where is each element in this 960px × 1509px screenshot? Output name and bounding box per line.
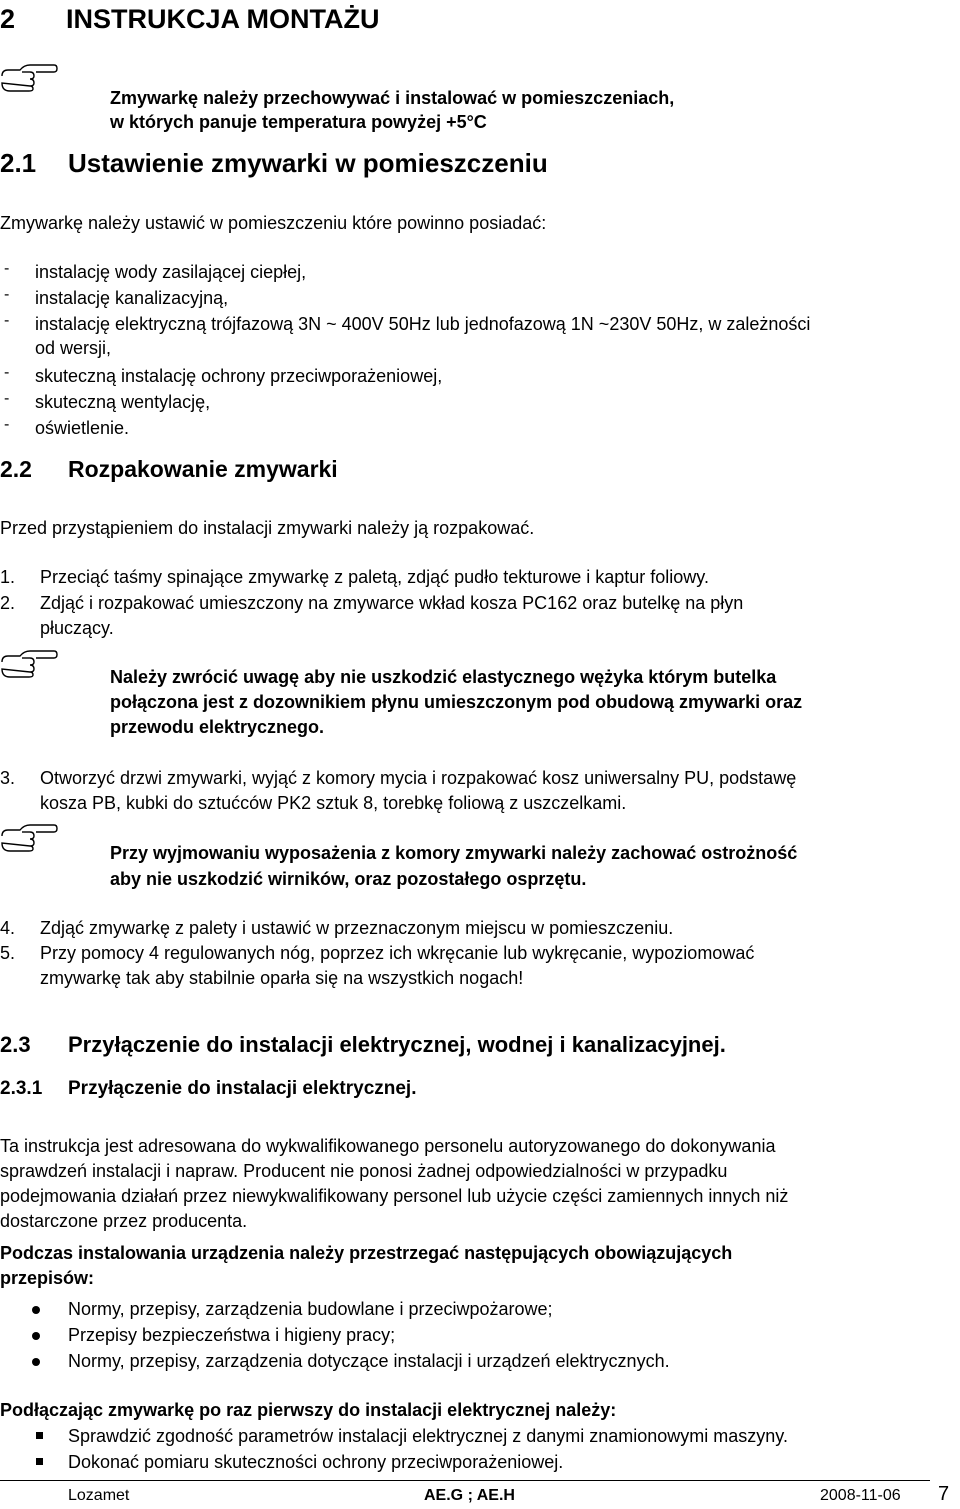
step-text: kosza PB, kubki do sztućców PK2 sztuk 8, torebkę foliową z uszczelkami. bbox=[40, 793, 627, 813]
bullet-dot bbox=[32, 1306, 40, 1314]
paragraph-line: Ta instrukcja jest adresowana do wykwalifikowanego personelu autoryzowanego do dokonywania bbox=[0, 1136, 776, 1156]
step-text: Przy pomocy 4 regulowanych nóg, poprzez ich wkręcanie lub wykręcanie, wypoziomować bbox=[40, 943, 755, 963]
bold-paragraph-line: Podczas instalowania urządzenia należy przestrzegać następujących obowiązujących bbox=[0, 1243, 733, 1263]
section-title: Rozpakowanie zmywarki bbox=[68, 456, 338, 482]
pointing-hand-icon bbox=[0, 822, 58, 852]
step-text: płuczący. bbox=[40, 618, 114, 638]
bullet-dot bbox=[32, 1332, 40, 1340]
section-title: Przyłączenie do instalacji elektrycznej. bbox=[68, 1078, 417, 1099]
dash-bullet: - bbox=[4, 312, 10, 329]
warning-line: aby nie uszkodzić wirników, oraz pozostałego osprzętu. bbox=[110, 869, 587, 889]
dash-bullet: - bbox=[4, 390, 10, 407]
section-title: Ustawienie zmywarki w pomieszczeniu bbox=[68, 148, 548, 178]
section-number: 2.2 bbox=[0, 456, 32, 482]
pointing-hand-icon bbox=[0, 648, 58, 678]
bullet-square bbox=[36, 1458, 43, 1465]
pointing-hand-icon bbox=[0, 62, 58, 92]
paragraph-line: dostarczone przez producenta. bbox=[0, 1211, 248, 1231]
warning-line: połączona jest z dozownikiem płynu umieszczonym pod obudową zmywarki oraz bbox=[110, 692, 803, 712]
note-line: w których panuje temperatura powyżej +5°C bbox=[110, 112, 487, 132]
warning-line: Przy wyjmowaniu wyposażenia z komory zmywarki należy zachować ostrożność bbox=[110, 843, 798, 863]
list-item: Normy, przepisy, zarządzenia dotyczące instalacji i urządzeń elektrycznych. bbox=[68, 1351, 670, 1371]
step-number: 3. bbox=[0, 768, 16, 788]
section-number: 2 bbox=[0, 4, 16, 34]
dash-bullet: - bbox=[4, 416, 10, 433]
intro-text: Zmywarkę należy ustawić w pomieszczeniu które powinno posiadać: bbox=[0, 213, 547, 233]
page-title: INSTRUKCJA MONTAŻU bbox=[66, 4, 380, 34]
dash-bullet: - bbox=[4, 260, 10, 277]
bullet-dot bbox=[32, 1358, 40, 1366]
paragraph-line: podejmowania działań przez niewykwalifikowany personel lub użycie części zamiennych innych niż bbox=[0, 1186, 789, 1206]
list-item: oświetlenie. bbox=[35, 418, 130, 438]
step-text: Zdjąć i rozpakować umieszczony na zmywarce wkład kosza PC162 oraz butelkę na płyn bbox=[40, 593, 744, 613]
step-text: Przeciąć taśmy spinające zmywarkę z paletą, zdjąć pudło tekturowe i kaptur foliowy. bbox=[40, 567, 709, 587]
list-item: instalację wody zasilającej ciepłej, bbox=[35, 262, 307, 282]
bullet-square bbox=[36, 1432, 43, 1439]
footer-company: Lozamet bbox=[68, 1487, 130, 1504]
dash-bullet: - bbox=[4, 286, 10, 303]
list-item: skuteczną wentylację, bbox=[35, 392, 211, 412]
paragraph-line: sprawdzeń instalacji i napraw. Producent nie ponosi żadnej odpowiedzialności w przypadku bbox=[0, 1161, 728, 1181]
list-item: instalację kanalizacyjną, bbox=[35, 288, 229, 308]
list-item: instalację elektryczną trójfazową 3N ~ 400V 50Hz lub jednofazową 1N ~230V 50Hz, w zależności bbox=[35, 314, 811, 334]
step-text: Otworzyć drzwi zmywarki, wyjąć z komory mycia i rozpakować kosz uniwersalny PU, podstawę bbox=[40, 768, 797, 788]
page-number: 7 bbox=[938, 1483, 950, 1505]
footer-code: AE.G ; AE.H bbox=[424, 1487, 515, 1504]
step-text: Zdjąć zmywarkę z palety i ustawić w przeznaczonym miejscu w pomieszczeniu. bbox=[40, 918, 674, 938]
section-number: 2.3 bbox=[0, 1032, 31, 1057]
intro-text: Przed przystąpieniem do instalacji zmywarki należy ją rozpakować. bbox=[0, 518, 535, 538]
step-text: zmywarkę tak aby stabilnie oparła się na wszystkich nogach! bbox=[40, 968, 524, 988]
list-item-continuation: od wersji, bbox=[35, 338, 112, 358]
bold-paragraph-line: przepisów: bbox=[0, 1268, 95, 1288]
list-item: Normy, przepisy, zarządzenia budowlane i przeciwpożarowe; bbox=[68, 1299, 553, 1319]
section-number: 2.1 bbox=[0, 148, 37, 178]
footer-date: 2008-11-06 bbox=[820, 1487, 901, 1504]
bold-paragraph-line: Podłączając zmywarkę po raz pierwszy do instalacji elektrycznej należy: bbox=[0, 1400, 617, 1420]
footer-divider bbox=[0, 1480, 930, 1481]
dash-bullet: - bbox=[4, 364, 10, 381]
list-item: Dokonać pomiaru skuteczności ochrony przeciwporażeniowej. bbox=[68, 1452, 564, 1472]
step-number: 4. bbox=[0, 918, 16, 938]
note-line: Zmywarkę należy przechowywać i instalować w pomieszczeniach, bbox=[110, 88, 675, 108]
section-title: Przyłączenie do instalacji elektrycznej, wodnej i kanalizacyjnej. bbox=[68, 1032, 726, 1057]
section-number: 2.3.1 bbox=[0, 1078, 43, 1099]
step-number: 5. bbox=[0, 943, 16, 963]
list-item: skuteczną instalację ochrony przeciwporażeniowej, bbox=[35, 366, 443, 386]
step-number: 2. bbox=[0, 593, 16, 613]
step-number: 1. bbox=[0, 567, 16, 587]
warning-line: przewodu elektrycznego. bbox=[110, 717, 325, 737]
list-item: Sprawdzić zgodność parametrów instalacji elektrycznej z danymi znamionowymi maszyny. bbox=[68, 1426, 788, 1446]
list-item: Przepisy bezpieczeństwa i higieny pracy; bbox=[68, 1325, 396, 1345]
warning-line: Należy zwrócić uwagę aby nie uszkodzić elastycznego wężyka którym butelka bbox=[110, 667, 777, 687]
